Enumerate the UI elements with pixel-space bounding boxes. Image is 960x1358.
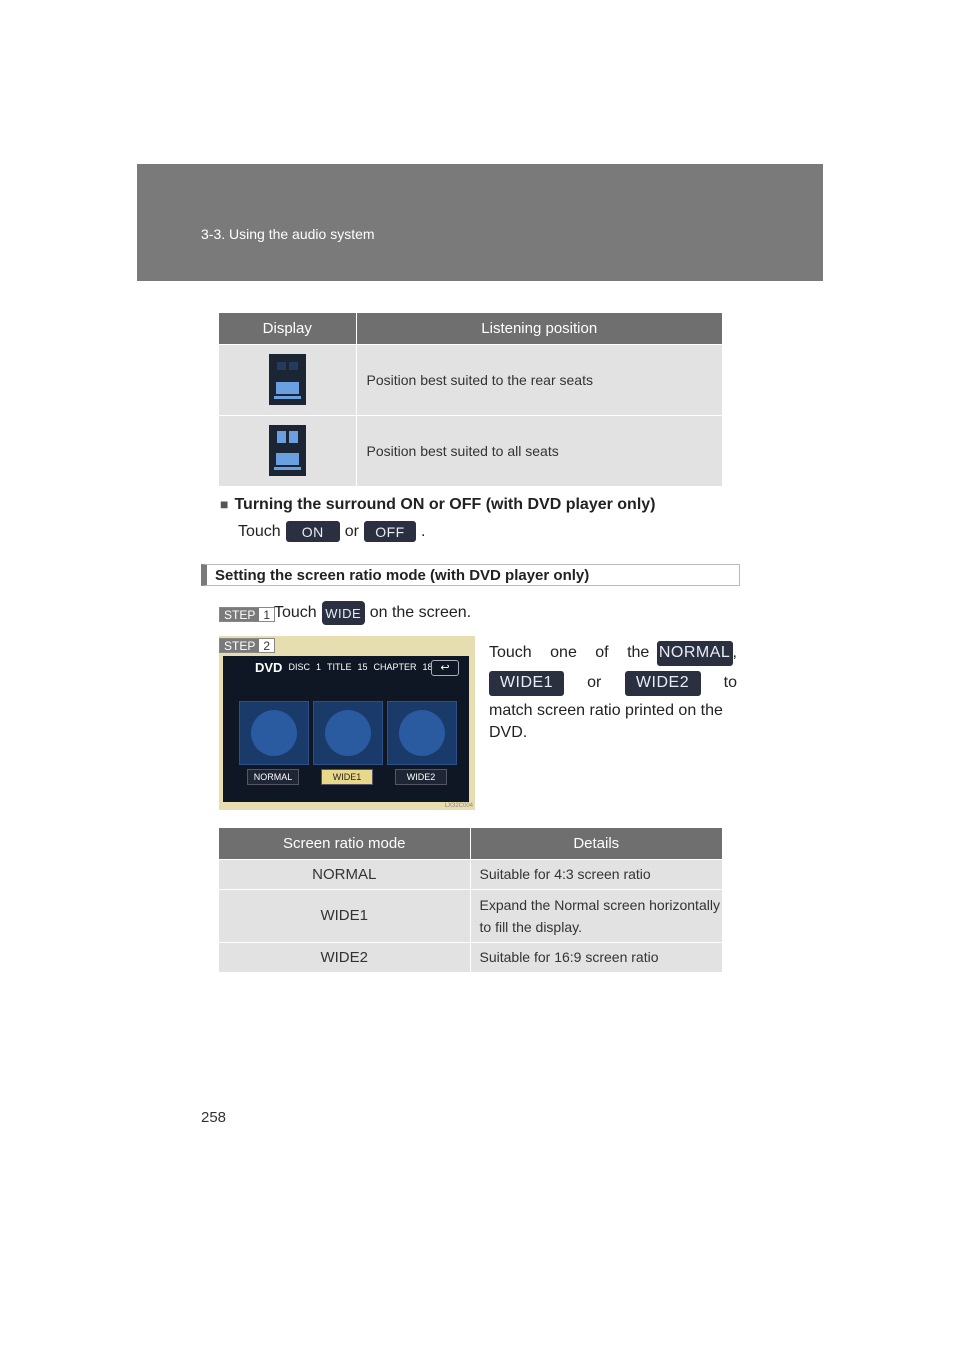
screen-wide2-button[interactable]: WIDE2 [395, 769, 447, 785]
listening-position-table [219, 313, 722, 486]
screen-ratio-table [219, 828, 722, 972]
step-1-badge: STEP 1 [219, 607, 275, 622]
col-listening-position: Listening position [356, 313, 722, 344]
screen-normal-button[interactable]: NORMAL [247, 769, 299, 785]
normal-button[interactable]: NORMAL [657, 641, 733, 666]
dvd-logo: DVD [255, 659, 283, 675]
screen-wide1-button[interactable]: WIDE1 [321, 769, 373, 785]
wide2-button[interactable]: WIDE2 [625, 671, 701, 696]
col-display: Display [219, 313, 356, 344]
table-row: WIDE2 Suitable for 16:9 screen ratio [219, 942, 722, 972]
row-text: Position best suited to the rear seats [356, 344, 722, 415]
on-button[interactable]: ON [286, 521, 340, 542]
back-icon[interactable]: ↩ [431, 660, 459, 676]
table-row: WIDE1 Expand the Normal screen horizontally to fill the display. [219, 889, 722, 942]
table-row: NORMAL Suitable for 4:3 screen ratio [219, 859, 722, 889]
header-band [137, 164, 823, 281]
surround-instruction: Touch ON or OFF . [238, 521, 425, 542]
wide-button[interactable]: WIDE [322, 601, 365, 625]
col-details: Details [470, 828, 722, 859]
table-row [219, 415, 722, 486]
off-button[interactable]: OFF [364, 521, 416, 542]
wide2-preview [387, 701, 457, 765]
all-seats-icon [269, 425, 306, 476]
step-1-instruction: Touch WIDE on the screen. [274, 601, 471, 625]
wide1-preview [313, 701, 383, 765]
normal-preview [239, 701, 309, 765]
surround-heading: ■ Turning the surround ON or OFF (with DVD player only) [220, 496, 656, 513]
image-code: LX32C004 [444, 803, 473, 809]
dvd-screen: DVD DISC 1 TITLE 15 CHAPTER 18 ↩ NORMAL WIDE1 WIDE2 [223, 656, 469, 802]
step-2-instruction: Touch one of the NORMAL , WIDE1 or WIDE2 to match screen ratio printed on the DVD. [489, 638, 737, 744]
step-2-badge: STEP 2 [219, 638, 275, 653]
page-number: 258 [201, 1109, 227, 1126]
col-screen-ratio-mode: Screen ratio mode [219, 828, 470, 859]
section-heading-box [201, 564, 740, 586]
section-label: 3-3. Using the audio system [201, 226, 375, 242]
wide1-button[interactable]: WIDE1 [489, 671, 564, 696]
row-text: Position best suited to all seats [356, 415, 722, 486]
section-title: Setting the screen ratio mode (with DVD player only) [215, 567, 590, 584]
table-row [219, 344, 722, 415]
bullet-square: ■ [220, 496, 229, 512]
rear-seats-icon [269, 354, 306, 405]
screen-ratio-screenshot [219, 636, 475, 810]
